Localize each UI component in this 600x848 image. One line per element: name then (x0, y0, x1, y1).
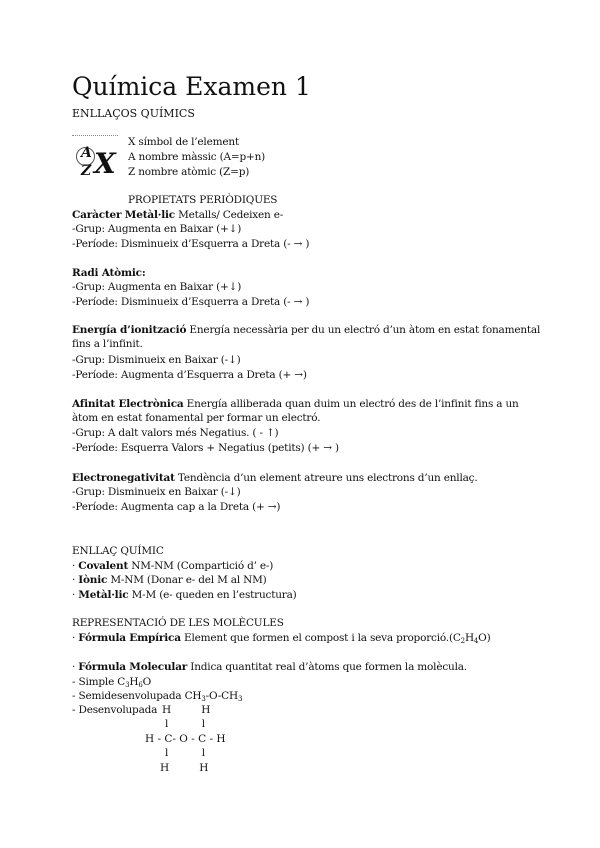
element-symbol: X (94, 147, 116, 180)
radi-line (72, 266, 146, 280)
semidesenvolupada-formula: $CH_3-O-CH_3$ (184, 690, 243, 703)
structure-row-2: l l (165, 718, 206, 730)
afinitat-grup: -Grup: A dalt valors més Negatius. ( - ↑) (72, 427, 279, 439)
energia-line (72, 323, 540, 337)
caracter-grup: -Grup: Augmenta en Baixar (+↓) (72, 223, 242, 235)
section-heading-propietats: PROPIETATS PERIÒDIQUES (128, 194, 278, 206)
formula-empirica: $(C_2H_4O)$ (448, 632, 491, 645)
term: Caràcter Metàl·lic (72, 209, 175, 221)
electroneg-grup: -Grup: Disminueix en Baixar (-↓) (72, 486, 241, 498)
simple-formula: $C_3H_6O$ (117, 676, 151, 689)
definition: Energía necessària per du un electró d’un àtom en estat fonamental (186, 324, 541, 336)
symbol-def-x: X símbol de l’element (128, 136, 239, 148)
bullet: · (72, 589, 79, 601)
bullet: · (72, 560, 79, 572)
definition: Tendència d’un element atreure uns electrons d’un enllaç. (174, 472, 478, 484)
term: Fórmula Molecular (78, 661, 188, 673)
term: Energía d’ionització (72, 324, 187, 336)
enllac-covalent (72, 559, 273, 573)
bullet: · (72, 632, 79, 644)
structure-row-1: H H (162, 704, 211, 716)
afinitat-periode: -Període: Esquerra Valors + Negatius (petits) (+ → ) (72, 442, 339, 454)
definition: Element que formen el compost i la seva proporció. (180, 632, 449, 644)
atomic-notation-figure (72, 137, 118, 185)
term: Iònic (78, 574, 108, 586)
definition: Energía alliberada quan duim un electró des de l’infinit fins a un (183, 398, 519, 410)
enllac-ionic (72, 573, 267, 587)
radi-grup: -Grup: Augmenta en Baixar (+↓) (72, 281, 242, 293)
page-title: Química Examen 1 (72, 72, 311, 101)
energia-grup: -Grup: Disminueix en Baixar (-↓) (72, 354, 241, 366)
definition: NM-NM (Compartició d’ e-) (128, 560, 274, 572)
term: Radi Atòmic: (72, 267, 146, 279)
figure-border (72, 135, 118, 136)
mass-number-symbol: A (81, 145, 92, 161)
electroneg-periode: -Període: Augmenta cap a la Dreta (+ →) (72, 501, 281, 513)
symbol-def-z: Z nombre atòmic (Z=p) (128, 166, 250, 178)
bullet: · (72, 574, 79, 586)
section-heading-enllacos: ENLLAÇOS QUÍMICS (72, 107, 195, 120)
caracter-line (72, 208, 283, 222)
definition: M-NM (Donar e- del M al NM) (107, 574, 267, 586)
section-heading-representacio: REPRESENTACIÓ DE LES MOLÈCULES (72, 617, 284, 629)
term: Metàl·lic (78, 589, 129, 601)
energia-desc-cont: fins a l’infinit. (72, 338, 143, 350)
structure-row-3: H - C- O - C - H (145, 733, 226, 745)
formula-empirica-line (72, 631, 490, 648)
term: Covalent (78, 560, 129, 572)
section-heading-enllac: ENLLAÇ QUÍMIC (72, 545, 164, 557)
definition: Indica quantitat real d’àtoms que formen la molècula. (187, 661, 467, 673)
definition: M-M (e- queden en l’estructura) (128, 589, 297, 601)
label: - Desenvolupada (72, 704, 158, 716)
term: Fórmula Empírica (78, 632, 181, 644)
caracter-periode: -Període: Disminueix d’Esquerra a Dreta (- → ) (72, 238, 310, 250)
enllac-metallic (72, 588, 297, 602)
definition: Metalls/ Cedeixen e- (174, 209, 284, 221)
bullet: · (72, 661, 79, 673)
desenvolupada-line (72, 703, 157, 717)
label: - Semidesenvolupada (72, 690, 185, 702)
formula-molecular-line (72, 660, 467, 674)
symbol-def-a: A nombre màssic (A=p+n) (128, 151, 266, 163)
label: - Simple (72, 676, 118, 688)
structure-row-4: l l (165, 747, 206, 759)
energia-periode: -Període: Augmenta d’Esquerra a Dreta (+ →) (72, 369, 307, 381)
term: Afinitat Electrònica (72, 398, 184, 410)
electroneg-line (72, 471, 478, 485)
afinitat-line (72, 397, 519, 411)
afinitat-desc-cont: àtom en estat fonamental per formar un electró. (72, 412, 321, 424)
term: Electronegativitat (72, 472, 175, 484)
radi-periode: -Període: Disminueix d’Esquerra a Dreta (- → ) (72, 296, 310, 308)
atomic-number-symbol: Z (81, 163, 92, 179)
structure-row-5: H H (160, 762, 209, 774)
